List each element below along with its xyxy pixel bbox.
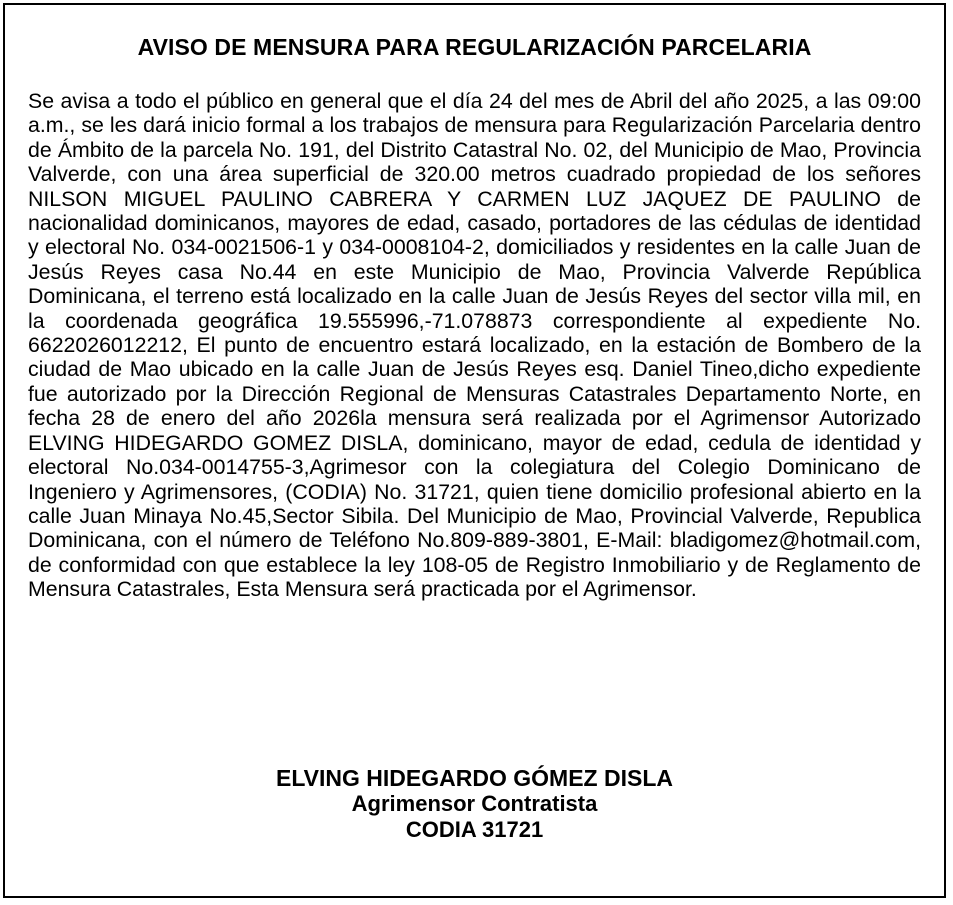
signature-name: ELVING HIDEGARDO GÓMEZ DISLA xyxy=(276,765,673,791)
signature-block xyxy=(5,765,944,843)
signature-role: Agrimensor Contratista xyxy=(351,791,598,816)
notice-body: Se avisa a todo el público en general que el día 24 del mes de Abril del año 2025, a las 09:00 a.m., se les dará inicio formal a los trabajos de mensura para Regularización Parcelaria dentro de Ámbito de la parcela No. 191, del Distrito Catastral No. 02, del Municipio de Mao, Provincia Valverde, con una área superficial de 320.00 metros cuadrado propiedad de los señores NILSON MIGUEL PAULINO CABRERA Y CARMEN LUZ JAQUEZ DE PAULINO de nacionalidad dominicanos, mayores de edad, casado, portadores de las cédulas de identidad y electoral No. 034-0021506-1 y 034-0008104-2, domiciliados y residentes en la calle Juan de Jesús Reyes casa No.44 en este Municipio de Mao, Provincia Valverde República Dominicana, el terreno está localizado en la calle Juan de Jesús Reyes del sector villa mil, en la coordenada geográfica 19.555996,-71.078873 correspondiente al expediente No. 6622026012212, El punto de encuentro estará localizado, en la estación de Bombero de la ciudad de Mao ubicado en la calle Juan de Jesús Reyes esq. Daniel Tineo,dicho expediente fue autorizado por la Dirección Regional de Mensuras Catastrales Departamento Norte, en fecha 28 de enero del año 2026la mensura será realizada por el Agrimensor Autorizado ELVING HIDEGARDO GOMEZ DISLA, dominicano, mayor de edad, cedula de identidad y electoral No.034-0014755-3,Agrimesor con la colegiatura del Colegio Dominicano de Ingeniero y Agrimensores, (CODIA) No. 31721, quien tiene domicilio profesional abierto en la calle Juan Minaya No.45,Sector Sibila. Del Municipio de Mao, Provincial Valverde, Republica Dominicana, con el número de Teléfono No.809-889-3801, E-Mail: bladigomez@hotmail.com, de conformidad con que establece la ley 108-05 de Registro Inmobiliario y de Reglamento de Mensura Catastrales, Esta Mensura será practicada por el Agrimensor. xyxy=(28,89,921,602)
notice-frame xyxy=(3,3,946,898)
signature-codia: CODIA 31721 xyxy=(405,817,544,842)
notice-title: AVISO DE MENSURA PARA REGULARIZACIÓN PARCELARIA xyxy=(137,34,812,60)
